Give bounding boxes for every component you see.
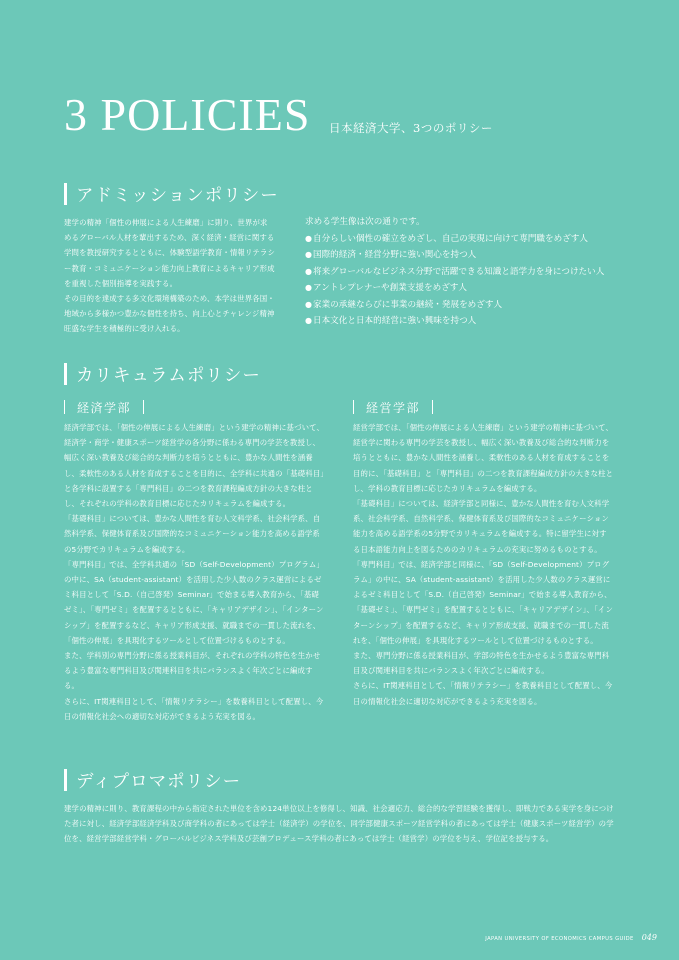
admission-list-intro: 求める学生像は次の通りです。 [305,217,425,227]
list-item: ●自分らしい個性の確立をめざし、自己の実現に向けて専門職をめざす人 [305,233,588,244]
diploma-paragraph: 建学の精神に則り、教育課程の中から指定された単位を含め124単位以上を修得し、知識、社会適応力、総合的な学習経験を獲得し、即戦力である実学を身につけた者に対し、経済学部経済学科及び商学科の者にあっては学士（経済学）の学位を、同学部健康スポーツ経営学科の者にあっては学士（健康スポーツ経営学）の学位を、経営学部経営学科・グローバルビジネス学科及び芸創プロデュース学科の者にあっては学士（経営学）の学位を与え、学位記を授与する。 [64,804,614,844]
management-heading [353,400,433,414]
management-paragraph: 経営学部では、「個性の伸展による人生練磨」という建学の精神に基づいて、経営学に関わる専門の学芸を教授し、幅広く深い教養及び総合的な判断力を培うとともに、豊かな人間性を涵養し、柔軟性のある人材を育成することを目的に、「基礎科目」と「専門科目」の二つを教育課程編成方針の大きな柱とし、学科の教育目標に応じたカリキュラムを編成する。 [353,423,614,493]
admission-list [305,214,604,330]
subheading-bar [143,400,144,414]
management-text [353,420,614,709]
diploma-text [64,801,615,847]
subheading-bar [353,400,354,414]
bullet-icon: ● [305,266,312,276]
list-item: ●家業の承継ならびに事業の継続・発展をめざす人 [305,299,503,310]
list-item: ●国際的経済・経営分野に強い関心を持つ人 [305,250,477,260]
admission-paragraph: その目的を達成する多文化環境構築のため、本学は世界各国・地域から多様かつ豊かな個性を持ち、向上心とチャレンジ精神旺盛な学生を積極的に受け入れる。 [64,294,275,334]
economics-paragraph: また、学科別の専門分野に係る授業科目が、それぞれの学科の特色を生かせるよう豊富な専門科目及び関連科目を共にバランスよく年次ごとに編成する。 [64,651,321,691]
subheading-bar [432,400,433,414]
heading-bar [64,363,67,385]
footer-text: JAPAN UNIVERSITY OF ECONOMICS CAMPUS GUIDE [485,936,634,942]
diploma-heading [64,769,241,791]
economics-heading-text: 経済学部 [77,400,132,415]
footer [485,933,657,942]
management-paragraph: さらに、IT関連科目として、「情報リテラシー」を教養科目として配置し、今日の情報化社会に適切な対応ができるよう充実を図る。 [353,681,613,706]
bullet-icon: ● [305,283,312,292]
page-number: 049 [641,933,657,942]
page-title: 3 POLICIES [64,89,311,140]
admission-paragraph: 建学の精神「個性の伸展による人生練磨」に則り、世界が求めるグローバル人材を輩出するため、深く経済・経営に関する学問を教授研究するとともに、体験型語学教育・情報リテラシー教育・コミュニケーション能力向上教育によるキャリア形成を重視した個別指導を実践する。 [64,218,275,288]
heading-bar [64,183,67,205]
list-item: ●日本文化と日本的経営に強い興味を持つ人 [305,316,477,326]
management-paragraph: 「基礎科目」については、経済学部と同様に、豊かな人間性を育む人文科学系、社会科学系、自然科学系、保健体育系及び国際的なコミュニケーション能力を高める語学系の5分野でカリキュラムを編成する。特に留学生に対する日本語能力向上を図るためのカリキュラムの充実に努めるものとする。 [353,499,610,554]
economics-heading [64,400,144,414]
admission-heading [64,183,279,205]
management-heading-text: 経営学部 [366,400,421,415]
bullet-icon: ● [305,316,312,325]
diploma-heading-text: ディプロマポリシー [76,771,242,792]
curriculum-heading [64,363,261,385]
management-paragraph: 「専門科目」では、経済学部と同様に、「SD（Self-Development）プログラム」の中に、SA（student-assistant）を活用した少人数のクラス運営によるゼミ科目として「S.D.（自己啓発）Seminar」で始まる導入教育から、「基礎ゼミ」、「専門ゼミ」を配置するとともに、「キャリアデザイン」、「インターンシップ」を配置するなど、キャリア形成支援、就職までの一貫した流れを、「個性の伸展」を具現化するツールとして位置づけるものとする。 [353,559,613,645]
economics-paragraph: 「専門科目」では、全学科共通の「SD（Self-Development）プログラム」の中に、SA（student-assistant）を活用した少人数のクラス運営によるゼミ科目として「S.D.（自己啓発）Seminar」で始まる導入教育から、「基礎ゼミ」、「専門ゼミ」を配置するとともに、「キャリアデザイン」、「インターンシップ」を配置するなど、キャリア形成支援、就職までの一貫した流れを、「個性の伸展」を具現化するツールとして位置づけるものとする。 [64,559,324,645]
bullet-icon: ● [305,250,312,259]
page-subtitle: 日本経済大学、3つのポリシー [329,121,493,135]
economics-paragraph: 経済学部では、「個性の伸展による人生練磨」という建学の精神に基づいて、経済学・商学・健康スポーツ経営学の各分野に係わる専門の学芸を教授し、幅広く深い教養及び総合的な判断力を培うとともに、豊かな人間性を涵養し、柔軟性のある人材を育成することを目的に、全学科に共通の「基礎科目」と各学科に設置する「専門科目」の二つを教育課程編成方針の大きな柱とし、それぞれの学科の教育目標に応じたカリキュラムを編成する。 [64,423,325,509]
economics-text [64,420,325,724]
curriculum-heading-text: カリキュラムポリシー [76,365,261,386]
management-paragraph: また、専門分野に係る授業科目が、学部の特色を生かせるよう豊富な専門科目及び関連科目を共にバランスよく年次ごとに編成する。 [353,651,610,676]
list-item: ●将来グローバルなビジネス分野で活躍できる知識と語学力を身につけたい人 [305,266,605,277]
subheading-bar [64,400,65,414]
bullet-icon: ● [305,233,312,243]
list-item: ●アントレプレナーや創業支援をめざす人 [305,283,467,293]
economics-paragraph: さらに、IT関連科目として、「情報リテラシー」を数養科目として配置し、今日の情報化社会への適切な対応ができるよう充実を図る。 [64,696,324,721]
admission-text [64,215,275,337]
heading-bar [64,769,67,791]
economics-paragraph: 「基礎科目」については、豊かな人間性を育む人文科学系、社会科学系、自然科学系、保健体育系及び国際的なコミュニケーション能力を高める語学系の5分野でカリキュラムを編成する。 [64,514,321,554]
admission-heading-text: アドミッションポリシー [76,185,279,206]
bullet-icon: ● [305,299,312,309]
